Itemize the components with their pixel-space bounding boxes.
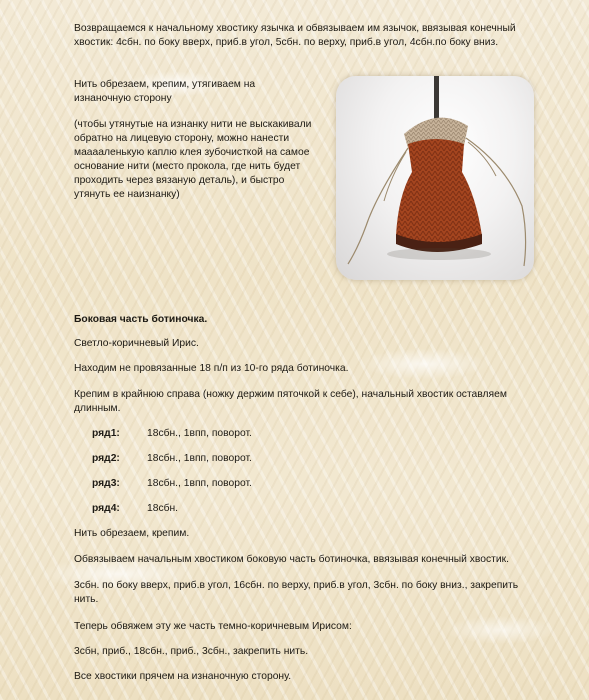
attach-paragraph: Крепим в крайнюю справа (ножку держим пяточкой к себе), начальный хвостик оставляем длинным.: [74, 389, 507, 414]
row-4-label: ряд4:: [92, 503, 120, 514]
dark-yarn-paragraph: Теперь обвяжем эту же часть темно-коричневым Ирисом:: [74, 621, 352, 632]
yarn-thread-right: [466, 138, 526, 266]
section-heading: Боковая часть ботиночка.: [74, 314, 208, 325]
edging-instructions: 3сбн. по боку вверх, приб.в угол, 16сбн. по верху, приб.в угол, 3сбн. по боку вниз., закрепить нить.: [74, 580, 519, 605]
cut-thread-line: Нить обрезаем, крепим.: [74, 528, 190, 539]
edging-paragraph: Обвязываем начальным хвостиком боковую часть ботиночка, ввязывая конечный хвостик.: [74, 554, 509, 565]
row-4: [92, 502, 392, 516]
row-1-label: ряд1:: [92, 428, 120, 439]
dark-yarn-instructions: 3сбн, приб., 18сбн., приб., 3сбн., закрепить нить.: [74, 646, 309, 657]
yarn-color-line: Светло-коричневый Ирис.: [74, 338, 199, 349]
boot-illustration: [336, 76, 534, 280]
row-2: [92, 452, 392, 466]
glue-tip-paragraph: (чтобы утянутые на изнанку нити не выскакивали обратно на лицевую сторону, можно нанести мааааленькую каплю клея зубочисткой на самое основание нити (место прокола, где нить будет проходить через вязаную деталь), и быстро утянуть ее наизнанку): [74, 119, 312, 200]
row-2-text: 18сбн., 1впп, поворот.: [147, 453, 252, 464]
row-2-label: ряд2:: [92, 453, 120, 464]
row-1: [92, 427, 392, 441]
boot-shadow: [387, 248, 491, 260]
boot-body: [396, 139, 482, 244]
row-3: [92, 477, 392, 491]
yarn-thread-left: [348, 148, 408, 264]
row-3-label: ряд3:: [92, 478, 120, 489]
cut-thread-paragraph: Нить обрезаем, крепим, утягиваем на изнаночную сторону: [74, 79, 256, 104]
hide-tails-paragraph: Все хвостики прячем на изнаночную сторону.: [74, 671, 292, 682]
row-4-text: 18сбн.: [147, 503, 179, 514]
yarn-thread-left-2: [384, 152, 406, 201]
row-3-text: 18сбн., 1впп, поворот.: [147, 478, 252, 489]
stick: [434, 76, 439, 124]
row-1-text: 18сбн., 1впп, поворот.: [147, 428, 252, 439]
find-loops-paragraph: Находим не провязанные 18 п/п из 10-го ряда ботиночка.: [74, 363, 349, 374]
crochet-boot-photo: [336, 76, 534, 280]
intro-paragraph: Возвращаемся к начальному хвостику язычка и обвязываем им язычок, ввязывая конечный хвостик: 4сбн. по боку вверх, приб.в угол, 5сбн. по верху, приб.в угол, 4сбн.по боку вниз.: [74, 23, 516, 48]
